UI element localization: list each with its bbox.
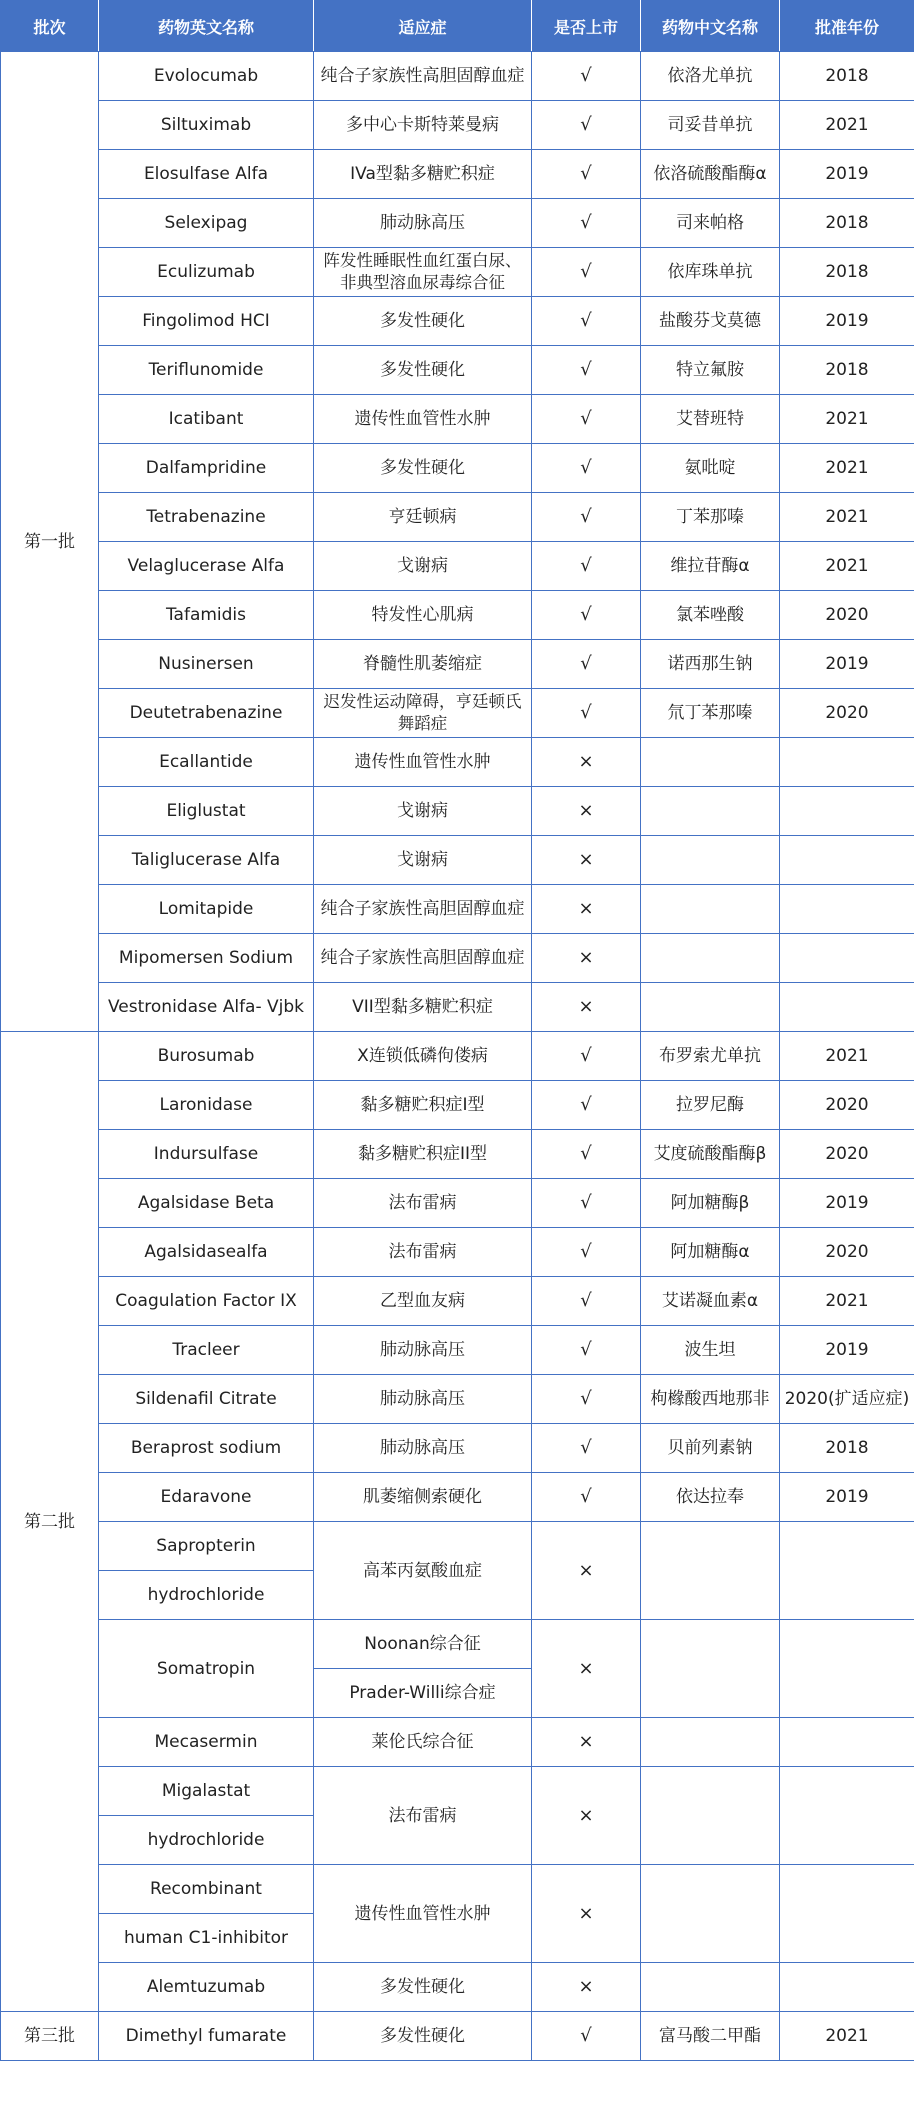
chinese-name-cell: 波生坦 [641, 1326, 780, 1375]
chinese-name-cell [641, 1963, 780, 2012]
marketed-check-icon: √ [532, 640, 641, 689]
indication-cell: 遗传性血管性水肿 [314, 1865, 532, 1963]
table-row [1, 1228, 914, 1277]
table-row [1, 934, 914, 983]
indication-cell: 遗传性血管性水肿 [314, 738, 532, 787]
chinese-name-cell [641, 1767, 780, 1865]
table-row [1, 493, 914, 542]
not-marketed-cross-icon: × [532, 1718, 641, 1767]
approval-year-cell: 2020 [780, 689, 914, 738]
header-indication: 适应症 [314, 1, 532, 52]
table-row [1, 1767, 914, 1816]
indication-cell: 多发性硬化 [314, 346, 532, 395]
english-name-cell: hydrochloride [99, 1571, 314, 1620]
approval-year-cell: 2018 [780, 52, 914, 101]
approval-year-cell [780, 787, 914, 836]
english-name-cell: Dalfampridine [99, 444, 314, 493]
not-marketed-cross-icon: × [532, 1767, 641, 1865]
chinese-name-cell [641, 1620, 780, 1718]
english-name-cell: Migalastat [99, 1767, 314, 1816]
english-name-cell: Sapropterin [99, 1522, 314, 1571]
table-row [1, 346, 914, 395]
english-name-cell: Indursulfase [99, 1130, 314, 1179]
not-marketed-cross-icon: × [532, 934, 641, 983]
table-row [1, 1326, 914, 1375]
approval-year-cell [780, 1767, 914, 1865]
english-name-cell: Icatibant [99, 395, 314, 444]
approval-year-cell: 2021 [780, 2012, 914, 2061]
approval-year-cell: 2019 [780, 1179, 914, 1228]
indication-cell: 纯合子家族性高胆固醇血症 [314, 934, 532, 983]
not-marketed-cross-icon: × [532, 836, 641, 885]
marketed-check-icon: √ [532, 591, 641, 640]
english-name-cell: Agalsidase Beta [99, 1179, 314, 1228]
table-row [1, 1081, 914, 1130]
header-marketed: 是否上市 [532, 1, 641, 52]
indication-cell: 多发性硬化 [314, 297, 532, 346]
indication-cell: 多中心卡斯特莱曼病 [314, 101, 532, 150]
approval-year-cell [780, 1620, 914, 1718]
chinese-name-cell [641, 836, 780, 885]
english-name-cell: Dimethyl fumarate [99, 2012, 314, 2061]
indication-cell: IVa型黏多糖贮积症 [314, 150, 532, 199]
indication-cell: 法布雷病 [314, 1767, 532, 1865]
english-name-cell: Ecallantide [99, 738, 314, 787]
approval-year-cell: 2020(扩适应症) [780, 1375, 914, 1424]
indication-cell: 戈谢病 [314, 542, 532, 591]
marketed-check-icon: √ [532, 395, 641, 444]
table-row [1, 640, 914, 689]
english-name-cell: Sildenafil Citrate [99, 1375, 314, 1424]
chinese-name-cell [641, 1718, 780, 1767]
not-marketed-cross-icon: × [532, 738, 641, 787]
english-name-cell: Teriflunomide [99, 346, 314, 395]
indication-cell: Noonan综合征 [314, 1620, 532, 1669]
indication-cell: 纯合子家族性高胆固醇血症 [314, 52, 532, 101]
chinese-name-cell: 艾度硫酸酯酶β [641, 1130, 780, 1179]
table-row [1, 787, 914, 836]
table-row [1, 1375, 914, 1424]
table-row [1, 738, 914, 787]
english-name-cell: Tafamidis [99, 591, 314, 640]
chinese-name-cell [641, 738, 780, 787]
marketed-check-icon: √ [532, 346, 641, 395]
marketed-check-icon: √ [532, 101, 641, 150]
approval-year-cell: 2018 [780, 346, 914, 395]
indication-cell: 肺动脉高压 [314, 1424, 532, 1473]
approval-year-cell [780, 1718, 914, 1767]
marketed-check-icon: √ [532, 542, 641, 591]
approval-year-cell [780, 1865, 914, 1963]
indication-cell: 法布雷病 [314, 1179, 532, 1228]
english-name-cell: Beraprost sodium [99, 1424, 314, 1473]
marketed-check-icon: √ [532, 689, 641, 738]
table-row [1, 1424, 914, 1473]
table-row [1, 885, 914, 934]
marketed-check-icon: √ [532, 248, 641, 297]
indication-cell: 戈谢病 [314, 787, 532, 836]
approval-year-cell: 2020 [780, 1130, 914, 1179]
approval-year-cell [780, 1522, 914, 1620]
approval-year-cell: 2020 [780, 591, 914, 640]
header-approval-year: 批准年份 [780, 1, 914, 52]
english-name-cell: Coagulation Factor IX [99, 1277, 314, 1326]
not-marketed-cross-icon: × [532, 983, 641, 1032]
english-name-cell: Tracleer [99, 1326, 314, 1375]
english-name-cell: Nusinersen [99, 640, 314, 689]
approval-year-cell [780, 885, 914, 934]
table-row [1, 248, 914, 297]
english-name-cell: Mecasermin [99, 1718, 314, 1767]
english-name-cell: Tetrabenazine [99, 493, 314, 542]
marketed-check-icon: √ [532, 444, 641, 493]
indication-cell: 特发性心肌病 [314, 591, 532, 640]
english-name-cell: Mipomersen Sodium [99, 934, 314, 983]
header-chinese-name: 药物中文名称 [641, 1, 780, 52]
english-name-cell: hydrochloride [99, 1816, 314, 1865]
approval-year-cell: 2018 [780, 1424, 914, 1473]
approval-year-cell: 2018 [780, 248, 914, 297]
english-name-cell: Burosumab [99, 1032, 314, 1081]
table-row [1, 101, 914, 150]
table-row [1, 983, 914, 1032]
chinese-name-cell [641, 1865, 780, 1963]
chinese-name-cell: 氨吡啶 [641, 444, 780, 493]
indication-cell: 乙型血友病 [314, 1277, 532, 1326]
approval-year-cell [780, 1963, 914, 2012]
indication-cell: 亨廷顿病 [314, 493, 532, 542]
approval-year-cell: 2021 [780, 542, 914, 591]
marketed-check-icon: √ [532, 1130, 641, 1179]
marketed-check-icon: √ [532, 2012, 641, 2061]
chinese-name-cell [641, 983, 780, 1032]
table-row [1, 1522, 914, 1571]
chinese-name-cell [641, 787, 780, 836]
chinese-name-cell: 富马酸二甲酯 [641, 2012, 780, 2061]
marketed-check-icon: √ [532, 150, 641, 199]
english-name-cell: Eliglustat [99, 787, 314, 836]
marketed-check-icon: √ [532, 1081, 641, 1130]
chinese-name-cell [641, 1522, 780, 1620]
approval-year-cell: 2020 [780, 1081, 914, 1130]
table-row [1, 297, 914, 346]
indication-cell: 阵发性睡眠性血红蛋白尿、非典型溶血尿毒综合征 [314, 248, 532, 297]
english-name-cell: Lomitapide [99, 885, 314, 934]
not-marketed-cross-icon: × [532, 787, 641, 836]
table-row [1, 1865, 914, 1914]
table-row [1, 1179, 914, 1228]
chinese-name-cell: 诺西那生钠 [641, 640, 780, 689]
indication-cell: 多发性硬化 [314, 444, 532, 493]
english-name-cell: Somatropin [99, 1620, 314, 1718]
english-name-cell: Elosulfase Alfa [99, 150, 314, 199]
chinese-name-cell: 依洛尤单抗 [641, 52, 780, 101]
english-name-cell: Agalsidasealfa [99, 1228, 314, 1277]
indication-cell: 肺动脉高压 [314, 199, 532, 248]
indication-cell: Prader-Willi综合症 [314, 1669, 532, 1718]
not-marketed-cross-icon: × [532, 1522, 641, 1620]
chinese-name-cell: 拉罗尼酶 [641, 1081, 780, 1130]
table-row [1, 444, 914, 493]
table-row [1, 1963, 914, 2012]
header-english-name: 药物英文名称 [99, 1, 314, 52]
marketed-check-icon: √ [532, 1424, 641, 1473]
indication-cell: 莱伦氏综合征 [314, 1718, 532, 1767]
approval-year-cell: 2019 [780, 1326, 914, 1375]
approval-year-cell: 2021 [780, 1277, 914, 1326]
chinese-name-cell: 维拉苷酶α [641, 542, 780, 591]
chinese-name-cell: 丁苯那嗪 [641, 493, 780, 542]
approval-year-cell: 2021 [780, 493, 914, 542]
chinese-name-cell: 司来帕格 [641, 199, 780, 248]
table-row [1, 150, 914, 199]
table-row [1, 836, 914, 885]
chinese-name-cell [641, 934, 780, 983]
chinese-name-cell: 贝前列素钠 [641, 1424, 780, 1473]
header-batch: 批次 [1, 1, 99, 52]
indication-cell: 遗传性血管性水肿 [314, 395, 532, 444]
indication-cell: 多发性硬化 [314, 1963, 532, 2012]
english-name-cell: Edaravone [99, 1473, 314, 1522]
marketed-check-icon: √ [532, 297, 641, 346]
chinese-name-cell: 司妥昔单抗 [641, 101, 780, 150]
marketed-check-icon: √ [532, 1032, 641, 1081]
chinese-name-cell: 氯苯唑酸 [641, 591, 780, 640]
indication-cell: 黏多糖贮积症I型 [314, 1081, 532, 1130]
indication-cell: 法布雷病 [314, 1228, 532, 1277]
table-row [1, 1473, 914, 1522]
indication-cell: 肌萎缩侧索硬化 [314, 1473, 532, 1522]
english-name-cell: Vestronidase Alfa- Vjbk [99, 983, 314, 1032]
indication-cell: 迟发性运动障碍，亨廷顿氏舞蹈症 [314, 689, 532, 738]
approval-year-cell [780, 738, 914, 787]
not-marketed-cross-icon: × [532, 1963, 641, 2012]
table-row [1, 542, 914, 591]
table-row [1, 591, 914, 640]
english-name-cell: Recombinant [99, 1865, 314, 1914]
indication-cell: 多发性硬化 [314, 2012, 532, 2061]
approval-year-cell: 2021 [780, 101, 914, 150]
english-name-cell: Fingolimod HCI [99, 297, 314, 346]
english-name-cell: Siltuximab [99, 101, 314, 150]
marketed-check-icon: √ [532, 199, 641, 248]
table-row [1, 2012, 914, 2061]
marketed-check-icon: √ [532, 1326, 641, 1375]
marketed-check-icon: √ [532, 1473, 641, 1522]
indication-cell: 黏多糖贮积症II型 [314, 1130, 532, 1179]
approval-year-cell: 2019 [780, 150, 914, 199]
table-row [1, 395, 914, 444]
marketed-check-icon: √ [532, 1277, 641, 1326]
batch-cell-1: 第一批 [1, 52, 99, 1032]
not-marketed-cross-icon: × [532, 1620, 641, 1718]
approval-year-cell: 2021 [780, 1032, 914, 1081]
indication-cell: 脊髓性肌萎缩症 [314, 640, 532, 689]
not-marketed-cross-icon: × [532, 885, 641, 934]
approval-year-cell: 2021 [780, 395, 914, 444]
chinese-name-cell: 布罗索尤单抗 [641, 1032, 780, 1081]
chinese-name-cell [641, 885, 780, 934]
approval-year-cell [780, 836, 914, 885]
marketed-check-icon: √ [532, 1228, 641, 1277]
batch-cell-2: 第二批 [1, 1032, 99, 2012]
indication-cell: 戈谢病 [314, 836, 532, 885]
table-row [1, 1032, 914, 1081]
indication-cell: VII型黏多糖贮积症 [314, 983, 532, 1032]
chinese-name-cell: 氘丁苯那嗪 [641, 689, 780, 738]
approval-year-cell: 2018 [780, 199, 914, 248]
english-name-cell: Alemtuzumab [99, 1963, 314, 2012]
batch-cell-3: 第三批 [1, 2012, 99, 2061]
approval-year-cell [780, 934, 914, 983]
approval-year-cell: 2020 [780, 1228, 914, 1277]
marketed-check-icon: √ [532, 1375, 641, 1424]
approval-year-cell: 2019 [780, 640, 914, 689]
chinese-name-cell: 特立氟胺 [641, 346, 780, 395]
indication-cell: 高苯丙氨酸血症 [314, 1522, 532, 1620]
marketed-check-icon: √ [532, 1179, 641, 1228]
marketed-check-icon: √ [532, 52, 641, 101]
indication-cell: 肺动脉高压 [314, 1375, 532, 1424]
table-row [1, 52, 914, 101]
chinese-name-cell: 枸橼酸西地那非 [641, 1375, 780, 1424]
chinese-name-cell: 依洛硫酸酯酶α [641, 150, 780, 199]
english-name-cell: Taliglucerase Alfa [99, 836, 314, 885]
indication-cell: 肺动脉高压 [314, 1326, 532, 1375]
english-name-cell: Laronidase [99, 1081, 314, 1130]
chinese-name-cell: 阿加糖酶β [641, 1179, 780, 1228]
chinese-name-cell: 依达拉奉 [641, 1473, 780, 1522]
indication-cell: X连锁低磷佝偻病 [314, 1032, 532, 1081]
english-name-cell: human C1-inhibitor [99, 1914, 314, 1963]
english-name-cell: Selexipag [99, 199, 314, 248]
table-row [1, 1277, 914, 1326]
english-name-cell: Velaglucerase Alfa [99, 542, 314, 591]
english-name-cell: Eculizumab [99, 248, 314, 297]
table-row [1, 1620, 914, 1669]
english-name-cell: Evolocumab [99, 52, 314, 101]
approval-year-cell: 2021 [780, 444, 914, 493]
header-row [1, 1, 914, 52]
approval-year-cell: 2019 [780, 1473, 914, 1522]
chinese-name-cell: 盐酸芬戈莫德 [641, 297, 780, 346]
table-row [1, 199, 914, 248]
indication-cell: 纯合子家族性高胆固醇血症 [314, 885, 532, 934]
marketed-check-icon: √ [532, 493, 641, 542]
chinese-name-cell: 艾诺凝血素α [641, 1277, 780, 1326]
chinese-name-cell: 艾替班特 [641, 395, 780, 444]
table-row [1, 689, 914, 738]
chinese-name-cell: 依库珠单抗 [641, 248, 780, 297]
approval-year-cell: 2019 [780, 297, 914, 346]
table-row [1, 1718, 914, 1767]
english-name-cell: Deutetrabenazine [99, 689, 314, 738]
table-row [1, 1130, 914, 1179]
chinese-name-cell: 阿加糖酶α [641, 1228, 780, 1277]
approval-year-cell [780, 983, 914, 1032]
not-marketed-cross-icon: × [532, 1865, 641, 1963]
